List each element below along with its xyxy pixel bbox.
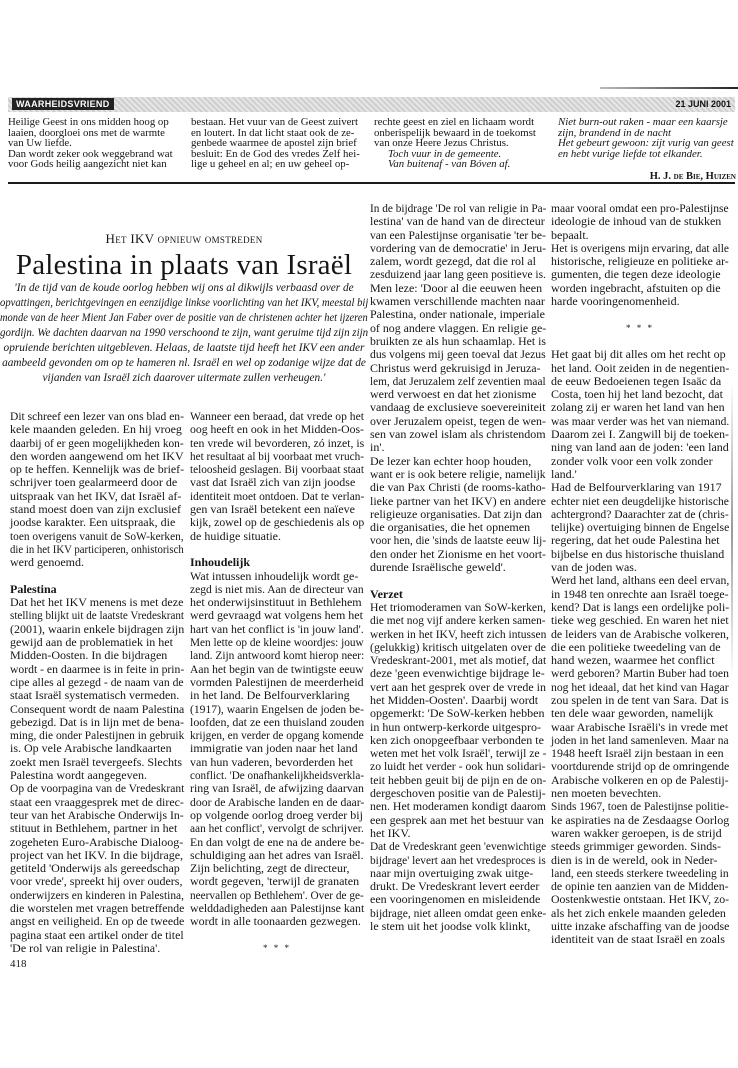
text-line: stelling blijkt uit de laatste Vredeskrant <box>10 608 185 623</box>
text-line: durende Israëlische geweld'. <box>370 560 506 575</box>
text-line: le stem uit het joodse volk klinkt, <box>370 919 531 934</box>
text-line: land, een steeds sterkere tweedeling in <box>551 865 729 880</box>
text-line: werd gevraagd wat volgens hem het <box>190 608 363 623</box>
text-line: Het is overigens mijn ervaring, dat alle <box>551 240 729 255</box>
text-line <box>190 543 364 556</box>
text-line: ken zich onopgeefbaar verbonden te <box>370 732 544 747</box>
text-line: getiteld 'Onderwijs als gereedschap <box>10 861 180 876</box>
text-line: schrijver toen gealarmeerd door de <box>10 475 178 490</box>
text-line: op te heffen. Kennelijk was de brief- <box>10 462 185 477</box>
text-line: over Jeruzalem opeist, tegen de wen- <box>370 413 546 428</box>
text-line: Midden-Oosten. In die bijdragen <box>10 648 168 663</box>
text-line: zegd is niet mis. Aan de directeur van <box>190 581 364 596</box>
text-line: werken in het IKV, heeft zich intussen <box>370 626 547 641</box>
text-line: opgemerkt: 'De SoW-kerken hebben <box>370 706 545 721</box>
text-line: Dit schreef een lezer van ons blad en- <box>10 409 184 423</box>
text-line: het Midden-Oosten'. Daarbij wordt <box>370 692 539 707</box>
text-line: cipe alles al gezegd - de naam van de <box>10 674 184 689</box>
text-line: wordt in alle toonaarden gezwegen. <box>190 914 361 929</box>
text-line: lestina' van de hand van de directeur <box>370 214 545 229</box>
top-column-3 <box>374 117 552 170</box>
text-line: dus volgens mij geen toeval dat Jezus <box>370 347 546 362</box>
text-line: ten vrede wil bevorderen, zó inzet, is <box>190 435 365 450</box>
text-line: ring van Israël, de afwijzing daarvan <box>190 781 364 796</box>
text-line: ming, die onder Palestijnen in gebruik <box>10 728 185 743</box>
text-line: de huidige situatie. <box>190 528 281 543</box>
text-line: De lezer kan echter hoop houden, <box>370 453 532 468</box>
text-line: gen van Israël betekent een naïeve <box>190 502 355 517</box>
text-line: En dan volgt de ene na de andere be- <box>190 834 365 849</box>
text-line: Men leze: 'Door al die eeuwen heen <box>370 280 543 295</box>
text-line: van hun vaderen, bevorderden het <box>190 754 353 769</box>
text-line: opvattingen, berichtgevingen en eenzijdige linkse voorlichting van het IKV, meestal bij <box>0 297 369 309</box>
text-line: loofden, dat ze een thuisland zouden <box>190 714 365 729</box>
text-line: de leiders van de Arabische volkeren, <box>551 626 729 641</box>
text-line: stand moest doen van zijn exclusief <box>10 502 181 517</box>
text-line: 'In de tijd van de koude oorlog hebben wij ons al dikwijls verbaasd over de <box>14 282 354 294</box>
text-line: schuldiging aan het adres van Israël. <box>190 847 364 862</box>
text-line: van onze Heere Jezus Christus. <box>374 137 509 150</box>
text-line: voortdurende strijd op de omringende <box>551 759 730 774</box>
article-column-3 <box>370 202 546 933</box>
text-line: bijbelse en dus historische thuisland <box>551 546 725 561</box>
text-line: achtergrond? Daarachter zat de (chris- <box>551 506 729 521</box>
text-line: in het land. De Belfourverklaring <box>190 688 350 703</box>
text-line: zoekt men Israël tevergeefs. Slechts <box>10 754 183 769</box>
text-line: dergeschoven positie van de Palestij- <box>370 786 546 801</box>
text-line: teit hebben geuit bij de pijn en de on- <box>370 772 547 787</box>
text-line: den worden aangewend om het IKV <box>10 448 184 463</box>
text-line: regering, dat het oude Palestina het <box>551 533 720 548</box>
text-line: monde van de heer Mient Jan Faber over de positie van de christenen achter het ijzeren <box>0 312 368 324</box>
text-line: oog heeft en ook in het Midden-Oos- <box>190 422 364 437</box>
author-signature: H. J. de Bie, Huizen <box>649 171 736 182</box>
text-line: Palestina, onder nationale, imperiale <box>370 307 545 322</box>
text-line: gumenten, die tegen deze ideologie <box>551 267 721 282</box>
text-line: zogeheten Euro-Arabische Dialoog- <box>10 834 184 849</box>
text-line: de eeuw Bedoeienen tegen Isaäc da <box>551 373 722 388</box>
text-line: werd verwoest en dat het zionisme <box>370 387 537 402</box>
text-line: rechte geest en ziel en lichaam wordt <box>374 116 535 128</box>
text-line: Vredeskrant-2001, met als motief, dat <box>370 653 547 668</box>
scan-edge-shadow <box>731 380 733 680</box>
text-line: de opinie ten aanzien van de Midden- <box>551 879 729 894</box>
running-header <box>8 97 735 112</box>
text-line: project van het IKV. In die bijdrage, <box>10 847 184 862</box>
text-line: sen van zowel islam als christendom <box>370 427 546 442</box>
text-line: ideologie de inhoud van de stukken <box>551 214 722 229</box>
text-line: zalem, wordt gezegd, dat die rol al <box>370 254 536 269</box>
article-column-1 <box>10 410 184 955</box>
text-line: Dat het het IKV menens is met deze <box>10 595 184 610</box>
text-line: Consequent wordt de naam Palestina <box>10 701 185 716</box>
text-line: 'De rol van religie in Palestina'. <box>10 940 161 955</box>
text-line: of nog andere vlaggen. En religie ge- <box>370 320 547 335</box>
text-line: ke aspiraties na de Zesdaagse Oorlog <box>551 812 730 827</box>
text-line: een gesprek aan met het bestuur van <box>370 812 544 827</box>
text-line: krijgen, en verder de opgang komende <box>190 728 364 743</box>
text-line <box>551 335 729 348</box>
text-line: historische, religieuze en politieke ar- <box>551 254 729 269</box>
text-line: (1917), waarin Engelsen de joden be- <box>190 701 364 716</box>
text-line: het resultaat al bij voorbaat met vruch- <box>190 448 364 463</box>
text-line: Van buitenaf - van Bóven af. <box>388 158 511 171</box>
text-line: Dan wordt zeker ook weggebrand wat <box>8 147 173 160</box>
text-line: die van Pax Christi (de rooms-katho- <box>370 480 546 495</box>
text-line: van Uw liefde. <box>8 137 72 150</box>
text-line: steeds grimmiger geworden. Sinds- <box>551 839 721 854</box>
text-line: teur van het Arabische Onderwijs In- <box>10 807 184 822</box>
text-line: Heilige Geest in ons midden hoog op <box>8 116 169 128</box>
text-line: deze 'geen evenwichtige bijdrage le- <box>370 666 545 681</box>
text-line <box>10 570 184 583</box>
text-line: kijk, zowel op de geschiedenis als op <box>190 515 365 530</box>
text-line: lieke partner van het IKV) en andere <box>370 493 546 508</box>
section-heading: Verzet <box>370 586 403 601</box>
text-line: waren wakker geroepen, is de strijd <box>551 825 722 840</box>
text-line: teloosheid geslagen. Bij voorbaat staat <box>190 462 364 477</box>
text-line: nog het ideaal, dat het kind van Hagar <box>551 679 729 694</box>
text-line <box>190 929 364 942</box>
text-line: vert aan het gesprek over de vrede in <box>370 679 546 694</box>
text-line: op volgende oorlog droeg verder bij <box>190 807 363 822</box>
text-line: uitspraak van het IKV, dat Israël af- <box>10 488 182 503</box>
text-line: in hun ontwerp-kerkorde uitgespro- <box>370 719 541 734</box>
text-line: door de Arabische landen en de daar- <box>190 794 365 809</box>
text-line: waar Arabische Israëli's in vrede met <box>551 719 729 734</box>
text-line: ning van land aan de joden: 'een land <box>551 440 729 455</box>
text-line: (2001), waarin enkele bijdragen zijn <box>10 621 185 636</box>
text-line: naar mijn overtuiging zwak uitge- <box>370 865 534 880</box>
top-column-4 <box>558 117 736 159</box>
text-line: maar vooral omdat een pro-Palestijnse <box>551 201 729 215</box>
text-line: wordt gegeven, 'terwijl de granaten <box>190 874 360 889</box>
text-line: die worstelen met vragen betreffende <box>10 900 185 915</box>
text-line: hart van het conflict is 'in jouw land'. <box>190 621 364 636</box>
text-line: Aan het begin van de twintigste eeuw <box>190 661 364 676</box>
text-line: want er is ook betere religie, namelijk <box>370 466 546 481</box>
text-line: angst en veiligheid. En op de tweede <box>10 914 185 929</box>
text-line: lige u geheel en al; en uw geheel op- <box>191 158 350 171</box>
text-line: in 1948 ten onrechte aan Israël toege- <box>551 586 729 601</box>
text-line: Palestina wordt aangegeven. <box>10 768 147 783</box>
text-line: pagina staat een artikel onder de titel <box>10 927 184 942</box>
text-line: immigratie van joden naar het land <box>190 741 358 756</box>
text-line: bruikten ze als hun schaamlap. Het is <box>370 333 546 348</box>
text-line: bijdrage' levert aan het vredesproces is <box>370 852 546 867</box>
section-divider: * * * <box>263 942 291 953</box>
text-line: het IKV. <box>370 825 411 840</box>
text-line: werd genoemd. <box>10 555 84 570</box>
text-line: bepaalt. <box>551 227 589 242</box>
text-line: Het gebeurt gewoon: zijt vurig van geest <box>558 137 734 150</box>
text-line: conflict. 'De onafhankelijkheidsverkla- <box>190 768 365 783</box>
text-line: worden ingebracht, afstuiten op die <box>551 280 721 295</box>
section-heading: Palestina <box>10 581 57 596</box>
text-line: Wanneer een beraad, dat vrede op het <box>190 409 364 423</box>
text-line: van een Palestijnse organisatie 'ter be- <box>370 227 546 242</box>
text-line: het land. Ooit zeiden in de negentien- <box>551 360 730 375</box>
text-line: Men lette op de kleine woordjes: jouw <box>190 635 364 650</box>
text-line: voor Gods heilig aangezicht niet kan <box>8 158 167 171</box>
text-line: en loutert. In dat licht staat ook de ze- <box>191 126 355 139</box>
text-line: dien is in de wereld, ook in Neder- <box>551 852 718 867</box>
text-line: vast dat Israël zich van zijn joodse <box>190 475 356 490</box>
text-line: vijanden van Israël zich daarover uitermate zullen verheugen.' <box>42 372 326 384</box>
article-column-2 <box>190 410 364 955</box>
text-line: besluit: En de God des vredes Zelf hei- <box>191 147 360 160</box>
text-line: het onderwijsinstituut in Bethlehem <box>190 595 362 610</box>
text-line: die organisaties, die het opnemen <box>370 520 531 535</box>
text-line: Had de Belfourverklaring van 1917 <box>551 480 722 495</box>
text-line: zijn, brandend in de nacht <box>558 126 672 139</box>
text-line: Daarom zei I. Zangwill bij de toeken- <box>551 427 729 442</box>
text-line: Costa, toen hij het land bezocht, dat <box>551 387 723 402</box>
article-column-4 <box>551 202 729 947</box>
text-line: nen. Het moderamen kondigt daarom <box>370 799 546 814</box>
text-line: Toch vuur in de gemeente. <box>388 147 502 160</box>
text-line: zesduizend jaar lang geen positieve is. <box>370 267 546 282</box>
text-line: drukt. De Vredeskrant levert eerder <box>370 879 540 894</box>
text-line: bestaan. Het vuur van de Geest zuivert <box>191 116 358 128</box>
text-line: joodse karakter. Een uitspraak, die <box>10 515 176 530</box>
article-title: Palestina in plaats van Israël <box>15 249 353 281</box>
text-line: Het triomoderamen van SoW-kerken, <box>370 599 546 614</box>
text-line: kend? Dat is langs een ordelijke poli- <box>551 599 730 614</box>
text-line: identiteit moet ontdoen. Dat te verlan- <box>190 488 365 503</box>
text-line: Werd het land, althans een deel ervan, <box>551 573 730 588</box>
text-line: die met nog vijf andere kerken samen- <box>370 613 546 628</box>
text-line: gebezigd. Dat is in lijn met de bena- <box>10 714 184 729</box>
text-line: laaien, doorgloei ons met de warmte <box>8 126 165 139</box>
text-line: aambeeld gevonden om op te hameren nl. Israël en wel op zodanige wijze dat de <box>2 357 366 369</box>
text-line: toen overigens vanuit de SoW-kerken, <box>10 528 184 543</box>
text-line: die in het IKV participeren, onhistorisch <box>10 541 184 556</box>
top-rule <box>600 87 738 89</box>
text-line: was maar verder was het van niemand. <box>551 413 730 428</box>
text-line: zou spelen in de tent van Sara. Dat is <box>551 692 729 707</box>
text-line: als het zich enkele maanden geleden <box>551 905 726 920</box>
text-line: ten dele waar geworden, namelijk <box>551 706 714 721</box>
text-line: land.' <box>551 466 577 481</box>
text-line: religieuze organisaties. Dat zijn dan <box>370 506 543 521</box>
text-line: neervallen op Bethlehem'. Over de ge- <box>190 887 364 902</box>
page-number: 418 <box>10 958 27 970</box>
text-line: hand wezen, waarmee het conflict <box>551 653 715 668</box>
text-line: den onder het Zionisme en het voort- <box>370 546 546 561</box>
text-line: Arabische volkeren en op de Palestij- <box>551 772 729 787</box>
text-line: voor vrede', spreekt hij over ouders, <box>10 874 183 889</box>
text-line: welddadigheden aan Palestijnse kant <box>190 900 365 915</box>
text-line: staat een vraaggesprek met de direc- <box>10 794 184 809</box>
text-line: (gelukkig) kritisch uitgelaten over de <box>370 639 546 654</box>
text-line: kwamen verschillende machten naar <box>370 294 545 309</box>
text-line: staat Israël systematisch vermeden. <box>10 688 180 703</box>
text-line: zonder volk voor een volk zonder <box>551 453 713 468</box>
text-line: Oostenkwestie ontstaan. Het IKV, zo- <box>551 892 730 907</box>
text-line <box>370 574 546 587</box>
text-line: In de bijdrage 'De rol van religie in Pa- <box>370 201 547 215</box>
text-line: harde vooringenomenheid. <box>551 294 680 309</box>
article-intro-quote <box>0 281 368 386</box>
text-line: is. Op vele Arabische landkaarten <box>10 741 172 756</box>
text-line: die een politieke tweedeling van de <box>551 639 721 654</box>
text-line: Niet burn-out raken - maar een kaarsje <box>558 116 728 128</box>
text-line: van de joden was. <box>551 560 637 575</box>
text-line: stituut in Bethlehem, partner in het <box>10 821 178 836</box>
text-line: zo luidt het verder - ook hun solidari- <box>370 759 546 774</box>
section-divider: * * * <box>626 322 654 333</box>
text-line: nen moeten bevechten. <box>551 786 662 801</box>
text-line: wordt - en daarmee is in feite in prin- <box>10 661 185 676</box>
text-line: voor hen, die 'sinds de laatste eeuw lij- <box>370 533 547 548</box>
text-line: 1948 heeft Israël zijn bestaan in een <box>551 746 724 761</box>
text-line: gordijn. We dachten daarvan na 1990 verschoond te zijn, want geruime tijd zijn zijn <box>0 327 369 339</box>
text-line: joden in het land samenleven. Maar na <box>551 732 729 747</box>
section-rule <box>8 182 735 184</box>
text-line: onderwijzers en kinderen in Palestina, <box>10 887 184 902</box>
text-line: Wat intussen inhoudelijk wordt ge- <box>190 568 359 583</box>
text-line: Sinds 1967, toen de Palestijnse politie- <box>551 799 729 814</box>
text-line: land. Zijn antwoord komt hierop neer: <box>190 648 365 663</box>
top-column-2 <box>191 117 369 170</box>
text-line: vordering van de democratie' in Jeru- <box>370 240 547 255</box>
publication-name: WAARHEIDSVRIEND <box>12 98 114 110</box>
text-line: een vooringenomen en misleidende <box>370 892 541 907</box>
top-column-1 <box>8 117 186 170</box>
section-heading: Inhoudelijk <box>190 555 251 570</box>
text-line: gewijd aan de problematiek in het <box>10 635 173 650</box>
text-line: bijdrage, niet alleen omdat geen enke- <box>370 905 547 920</box>
text-line: kele maanden geleden. En hij vroeg <box>10 422 182 437</box>
text-line: vormden Palestijnen de meerderheid <box>190 674 364 689</box>
text-line <box>551 308 729 321</box>
text-line: Christus werd gekruisigd in Jeruza- <box>370 360 541 375</box>
text-line: echter niet een deugdelijke historische <box>551 493 729 508</box>
text-line: opruiende berichten uitgebleven. Helaas, de laatste tijd heeft het IKV een ander <box>3 342 365 354</box>
text-line: zolang zij er waren het land van hen <box>551 400 725 415</box>
text-line: lem, dat Jeruzalem zelf zeventien maal <box>370 373 546 388</box>
text-line: weten met het volk Israël', terwijl ze - <box>370 746 547 761</box>
text-line: Op de voorpagina van de Vredeskrant <box>10 781 185 796</box>
text-line: genbede waarmee de apostel zijn brief <box>191 137 357 150</box>
text-line: tieke weg geschied. En waren het niet <box>551 613 729 628</box>
text-line: telijke) overtuiging binnen de Engelse <box>551 520 730 535</box>
text-line: vandaag de exclusieve soevereiniteit <box>370 400 546 415</box>
text-line: uitte inzake afschaffing van de joodse <box>551 919 730 934</box>
text-line: onberispelijk bewaard in de toekomst <box>374 126 536 139</box>
article-kicker: Het IKV opnieuw omstreden <box>105 231 263 246</box>
text-line: aan het conflict', vervolgt de schrijver. <box>190 821 364 836</box>
text-line: daarbij of er geen mogelijkheden kon- <box>10 435 184 450</box>
text-line: Dat de Vredeskrant geen 'evenwichtige <box>370 839 547 854</box>
text-line: in'. <box>370 440 385 455</box>
text-line: identiteit van de staat Israël en zoals <box>551 932 725 947</box>
text-line: Zijn belichting, zegt de directeur, <box>190 861 350 876</box>
issue-date: 21 JUNI 2001 <box>675 99 731 109</box>
text-line: en hebt vurige liefde tot elkander. <box>558 147 703 160</box>
text-line: Het gaat bij dit alles om het recht op <box>551 347 726 362</box>
text-line: werd geboren? Martin Buber had toen <box>551 666 729 681</box>
